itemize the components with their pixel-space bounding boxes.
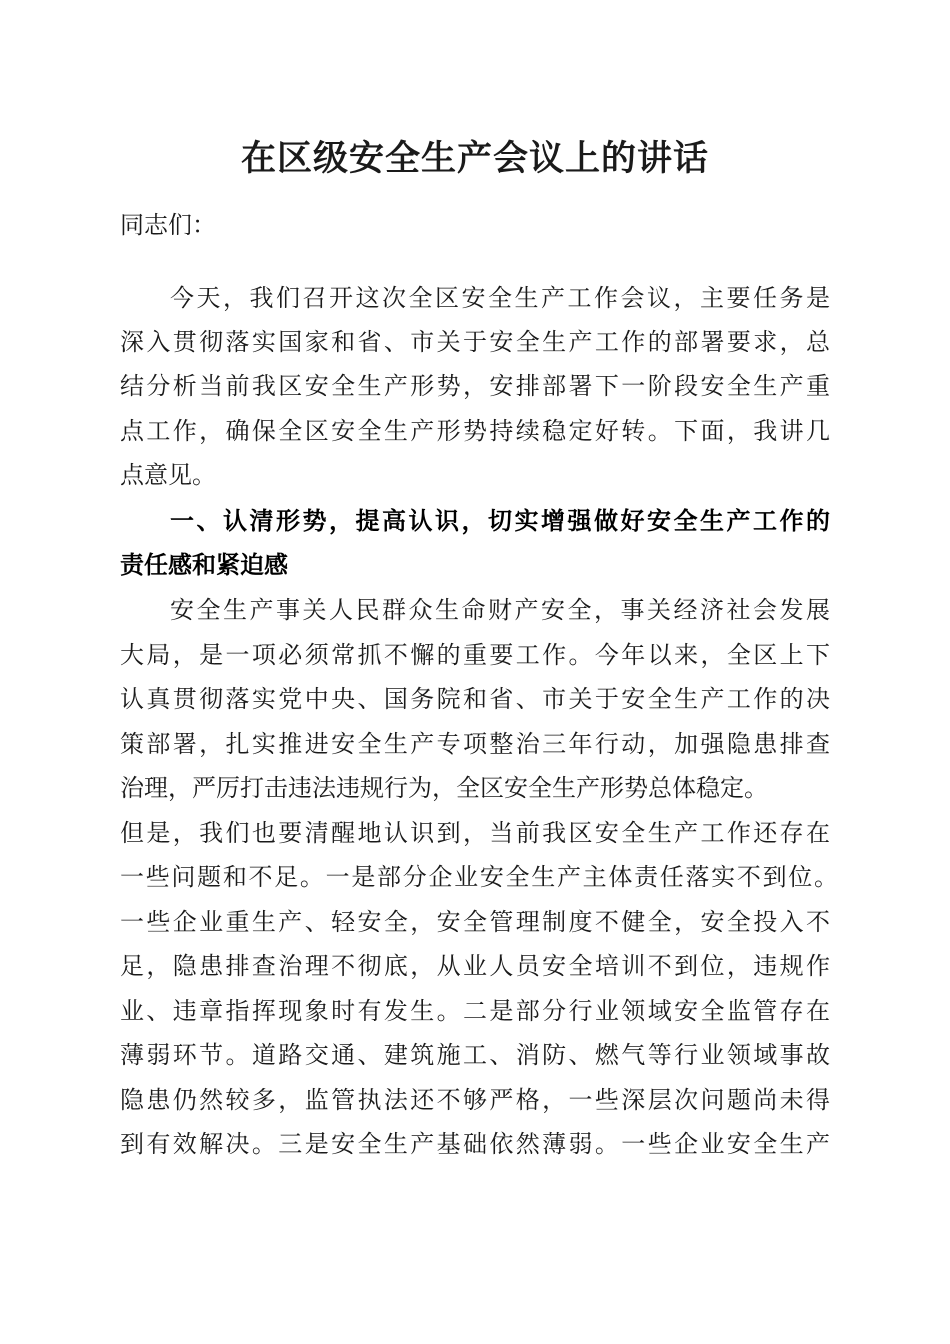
paragraph-line: 点意见。 <box>120 461 216 489</box>
paragraph-line: 但是，我们也要清醒地认识到，当前我区安全生产工作还存在 <box>120 819 830 847</box>
document-title: 在区级安全生产会议上的讲话 <box>240 138 709 179</box>
salutation: 同志们： <box>120 211 216 239</box>
paragraph-line: 结分析当前我区安全生产形势，安排部署下一阶段安全生产重 <box>120 372 830 400</box>
paragraph-line: 到有效解决。三是安全生产基础依然薄弱。一些企业安全生产 <box>120 1130 830 1158</box>
paragraph-line: 深入贯彻落实国家和省、市关于安全生产工作的部署要求，总 <box>120 328 830 356</box>
paragraph-line: 治理，严厉打击违法违规行为，全区安全生产形势总体稳定。 <box>120 774 768 802</box>
paragraph-line: 业、违章指挥现象时有发生。二是部分行业领域安全监管存在 <box>120 997 830 1025</box>
paragraph-line: 足，隐患排查治理不彻底，从业人员安全培训不到位，违规作 <box>120 952 830 980</box>
section-heading: 责任感和紧迫感 <box>120 551 288 579</box>
paragraph-line: 隐患仍然较多，监管执法还不够严格，一些深层次问题尚未得 <box>120 1086 830 1114</box>
paragraph-line: 认真贯彻落实党中央、国务院和省、市关于安全生产工作的决 <box>120 685 830 713</box>
paragraph-line: 策部署，扎实推进安全生产专项整治三年行动，加强隐患排查 <box>120 730 830 758</box>
section-heading: 一、认清形势，提高认识，切实增强做好安全生产工作的 <box>170 507 830 535</box>
paragraph-line: 今天，我们召开这次全区安全生产工作会议，主要任务是 <box>170 284 830 312</box>
paragraph-line: 薄弱环节。道路交通、建筑施工、消防、燃气等行业领域事故 <box>120 1041 830 1069</box>
paragraph-line: 安全生产事关人民群众生命财产安全，事关经济社会发展 <box>170 596 830 624</box>
paragraph-line: 大局，是一项必须常抓不懈的重要工作。今年以来，全区上下 <box>120 641 830 669</box>
paragraph-line: 一些企业重生产、轻安全，安全管理制度不健全，安全投入不 <box>120 908 830 936</box>
paragraph-line: 点工作，确保全区安全生产形势持续稳定好转。下面，我讲几 <box>120 417 830 445</box>
paragraph-line: 一些问题和不足。一是部分企业安全生产主体责任落实不到位。 <box>120 863 838 891</box>
